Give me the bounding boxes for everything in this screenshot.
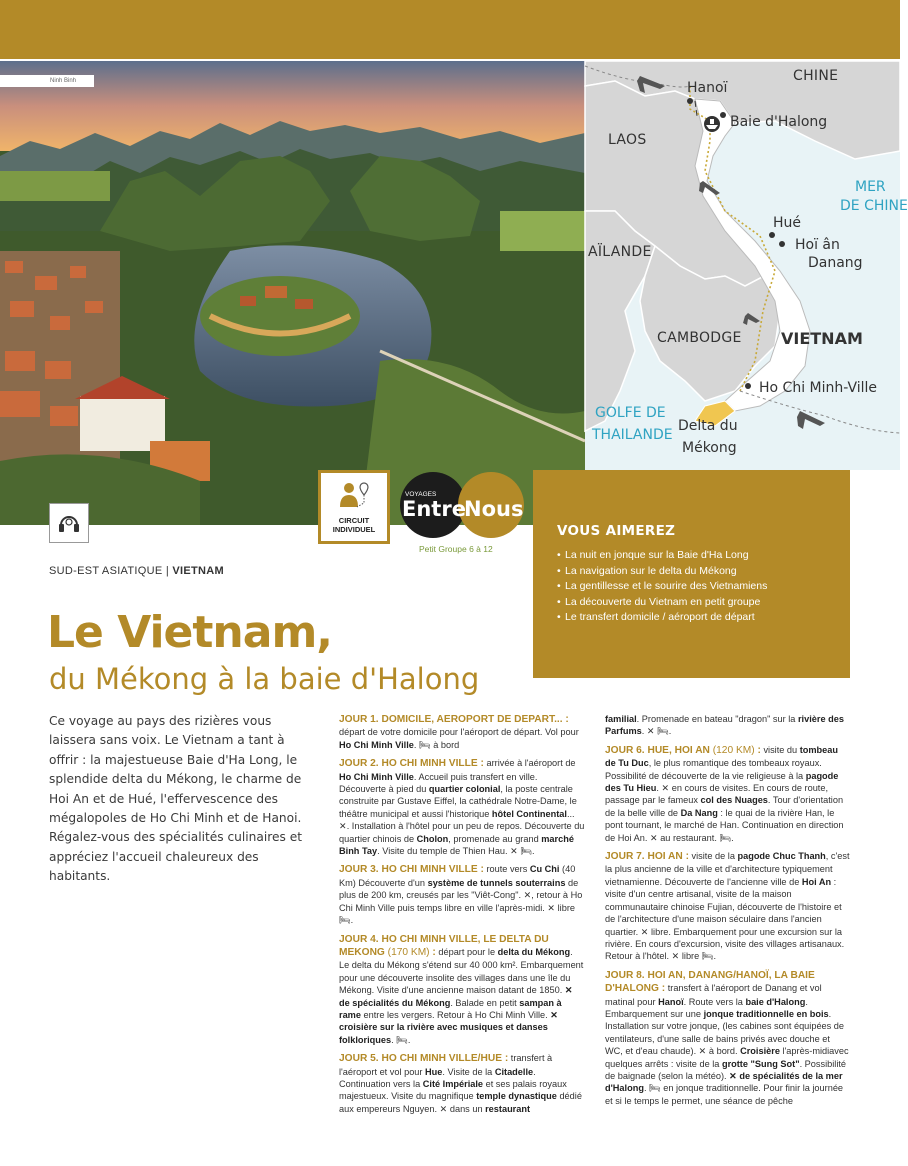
headphones-icon [49,503,89,543]
top-color-bar [0,0,900,59]
day-2: JOUR 2. HO CHI MINH VILLE : arrivée à l'aéroport de Ho Chi Minh Ville. Accueil puis transfert en ville. Découverte à pied du quartier colonial, la poste centrale construite par Gustave Eiffel, la cathédrale Notre-Dame, le théâtre municipal et aussi l'historique hôtel Continental... ✕. Installation à l'hôtel pour un peu de repos. Découverte du quartier chinois de Cholon, promenade au grand marché Binh Tay. Visite du temple de Thien Hau. ✕ 🛏. [339,758,585,857]
entrenous-logo [400,472,524,538]
day-5: JOUR 5. HO CHI MINH VILLE/HUE : transfert à l'aéroport et vol pour Hue. Visite de la Citadelle. Continuation vers la Cité Impériale et ses palais royaux majestueux. Visite du magnifique temple dynastique dédié aux empereurs Nguyen. ✕ dans un restaurant [339,1053,582,1114]
intro-paragraph: Ce voyage au pays des rizières vous laissera sans voix. Le Vietnam a tant à offrir : la majestueuse Baie d'Ha Long, le splendide delta du Mékong, le charme de Hoi An et de Hué, l'effervescence des mégalopoles de Ho Chi Minh et de Hanoi. Régalez-vous des spécialités culinaires et appréciez l'accueil chaleureux des habitants. [49,714,302,884]
day-1: JOUR 1. DOMICILE, AEROPORT DE DEPART... : départ de votre domicile pour l'aéroport de départ. Vol pour Ho Chi Minh Ville. 🛏 à bord [339,714,579,750]
landscape-photo [0,61,585,525]
map-label-de-chine: DE CHINE [840,198,908,214]
list-item: • Le transfert domicile / aéroport de départ [557,610,850,626]
itinerary-column-1 [339,713,585,1121]
map-label-cambodge: CAMBODGE [657,330,742,346]
map-label-golfe: GOLFE DE [595,405,666,421]
circuit-individuel-badge [318,470,390,544]
map-label-hoian: Hoï ân [795,237,840,253]
map-label-hanoi: Hanoï [687,80,728,96]
map-label-vietnam: VIETNAM [781,329,863,348]
itinerary-column-2 [605,713,850,1113]
map-label-chine: CHINE [793,68,839,84]
list-item: • La gentillesse et le sourire des Vietnamiens [557,579,850,595]
vous-aimerez-list [557,548,850,626]
ship-icon [704,116,720,132]
day-7-heading: JOUR 7. HOI AN : [605,851,689,863]
circuit-label-2: INDIVIDUEL [332,525,376,534]
region-name: SUD-EST ASIATIQUE [49,565,163,577]
day-5-heading: JOUR 5. HO CHI MINH VILLE/HUE : [339,1053,509,1065]
day-4: JOUR 4. HO CHI MINH VILLE, LE DELTA DU MEKONG (170 KM) : départ pour le delta du Mékong. Le delta du Mékong s'étend sur 40 000 km². Embarquement pour une découverte insolite des villages dans une île du Mékong. Visite d'une ancienne maison datant de 1850. ✕ de spécialités du Mékong. Balade en petit sampan à rame entre les vergers. Retour à Ho Chi Minh Ville. ✕ croisière sur la rivière avec musiques et danses folkloriques. 🛏. [339,933,584,1045]
day-1-heading: JOUR 1. DOMICILE, AEROPORT DE DEPART... : [339,714,569,725]
map-label-mer: MER [855,179,886,195]
day-8: JOUR 8. HOI AN, DANANG/HANOÏ, LA BAIE D'HALONG : transfert à l'aéroport de Danang et vol matinal pour Hanoï. Route vers la baie d'Halong. Embarquement sur une jonque traditionnelle en bois. Installation sur votre jonque, (les cabines sont équipées de ventilateurs, d'une salle de bains privés avec douche et WC, et d'eau chaude). ✕ à bord. Croisière l'après-midiavec quelques arrêts : visite de la grotte "Sung Sot". Possibilité de baignade (selon la météo). ✕ de spécialités de la mer d'Halong. 🛏 en jonque traditionnelle. Pour finir la journée et si le temps le permet, une séance de pêche [605,969,849,1106]
vous-aimerez-title: VOUS AIMEREZ [557,523,676,539]
region-country: VIETNAM [172,565,224,577]
map-label-laos: LAOS [608,132,647,148]
region-separator: | [165,565,170,577]
list-item: • La nuit en jonque sur la Baie d'Ha Long [557,548,850,564]
person-pin-icon [337,479,371,511]
photo-caption: Ninh Binh [0,75,94,87]
list-item: • La découverte du Vietnam en petit groupe [557,595,850,611]
page-title: Le Vietnam, [47,607,333,658]
map-label-thailande-sea: THAILANDE [592,427,673,443]
region-line [49,565,224,577]
circuit-label-1: CIRCUIT [338,516,370,525]
map-label-hcm: Ho Chi Minh-Ville [759,380,878,396]
map-label-thailande: AÏLANDE [588,244,652,260]
day-3: JOUR 3. HO CHI MINH VILLE : route vers Cu Chi (40 Km) Découverte d'un système de tunnels souterrains de plus de 200 km, creusés par les "Viêt-Cong". ✕, retour à Ho Chi Minh Ville puis temps libre en ville l'après-midi. ✕ libre 🛏. [339,864,583,926]
map-label-mekong: Mékong [682,440,737,456]
map-label-hue: Hué [773,215,802,231]
voyages-text: VOYAGES [405,491,437,498]
day-7: JOUR 7. HOI AN : visite de la pagode Chuc Thanh, c'est la plus ancienne de la ville et d'architecture typiquement vietnamienne. Découverte de l'ancienne ville de Hoi An : visite d'un centre artisanal, visite de la maison communautaire chinoise Fujian, découverte de l'histoire et de l'architecture d'une maison séculaire dans l'ancien quartier. ✕ libre. Embarquement pour une excursion sur la rivière. En cours d'excursion, visite des villages artisanaux. Retour à l'hôtel. ✕ libre 🛏. [605,851,850,962]
day-5-continued: familial. Promenade en bateau "dragon" sur la rivière des Parfums. ✕ 🛏. [605,714,844,737]
map-label-delta: Delta du [678,418,738,434]
vous-aimerez-box [533,470,850,678]
route-map [585,61,908,470]
day-8-heading: JOUR 8. HOI AN, DANANG/HANOÏ, LA BAIE D'HALONG : [605,969,815,995]
page-subtitle: du Mékong à la baie d'Halong [49,662,480,696]
petit-groupe-label: Petit Groupe 6 à 12 [419,544,493,554]
day-6: JOUR 6. HUE, HOI AN (120 KM) : visite du tombeau de Tu Duc, le plus romantique des tombeaux royaux. Possibilité de découverte de la vie religieuse à la pagode des Tu Hieu. ✕ en cours de visites. En cours de route, passage par le fameux col des Nuages. Tour d'orientation de la belle ville de Da Nang : le quai de la rivière Han, le pont tournant, le marché de Han. Continuation en direction de Hoi An. ✕ au restaurant. 🛏. [605,744,844,843]
entre-text: Entre [402,497,466,521]
map-label-halong: Baie d'Halong [730,114,828,130]
nous-text: Nous [464,497,524,521]
day-4-heading: JOUR 4. HO CHI MINH VILLE, LE DELTA DU MEKONG (170 KM) : [339,933,549,958]
day-3-heading: JOUR 3. HO CHI MINH VILLE : [339,864,484,876]
map-label-danang: Danang [808,255,863,271]
day-2-heading: JOUR 2. HO CHI MINH VILLE : [339,758,484,770]
day-6-heading: JOUR 6. HUE, HOI AN (120 KM) : [605,744,761,756]
list-item: • La navigation sur le delta du Mékong [557,564,850,580]
